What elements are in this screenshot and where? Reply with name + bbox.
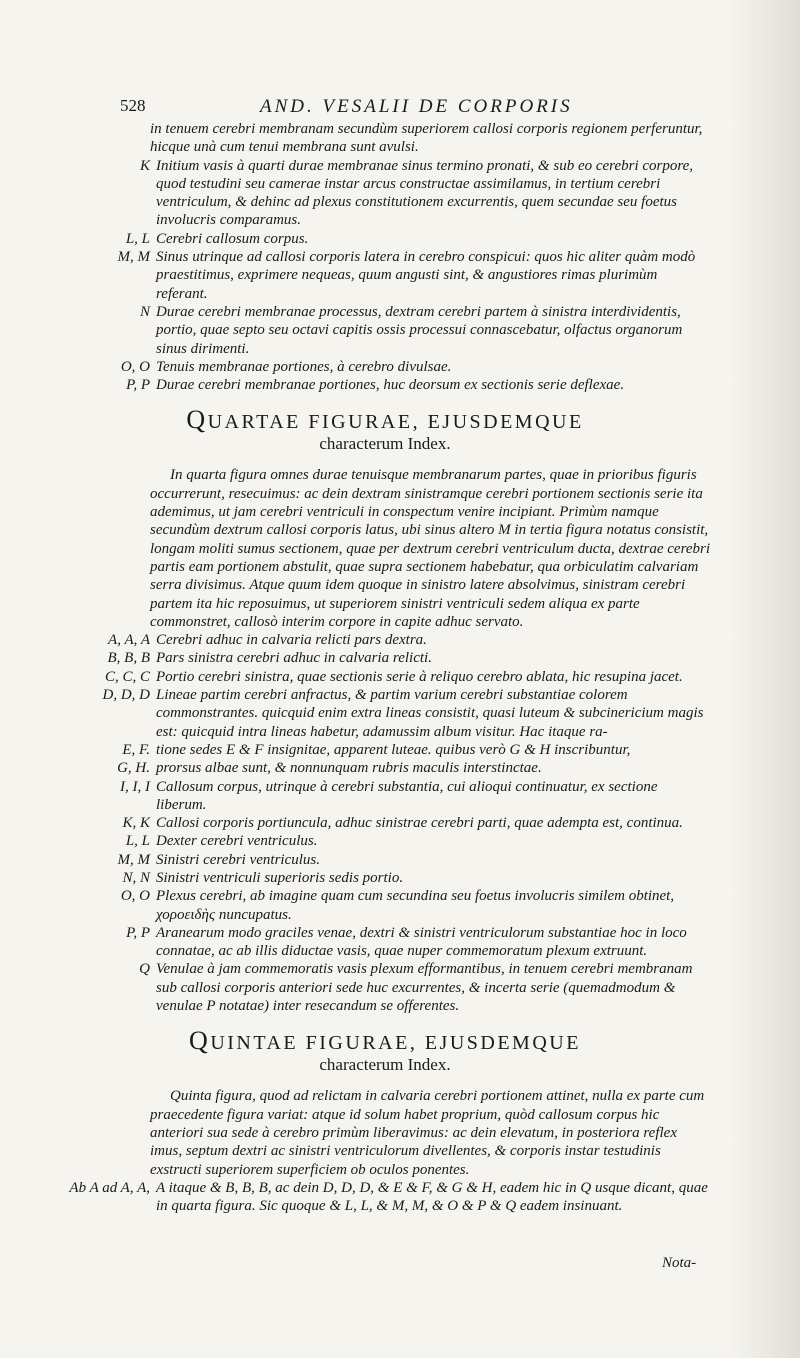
index-entry bbox=[60, 851, 710, 869]
index-entry bbox=[60, 376, 710, 394]
entry-text: Dexter cerebri ventriculus. bbox=[156, 833, 318, 850]
index-entry bbox=[60, 686, 710, 741]
entry-text: Durae cerebri membranae processus, dextram cerebri partem à sinistra interdividentis, portio, quae septo seu octavi capitis ossis processui connascebatur, olfactus organorum sinus dirimenti. bbox=[156, 303, 683, 357]
entry-label: G, H. bbox=[117, 760, 150, 777]
entry-label: M, M bbox=[117, 249, 150, 266]
heading-rest: UINTAE FIGURAE, EJUSDEMQUE bbox=[210, 1032, 581, 1055]
entry-text: Durae cerebri membranae portiones, huc deorsum ex sectionis serie deflexae. bbox=[156, 377, 625, 394]
page-header bbox=[120, 96, 720, 120]
entry-label: E, F. bbox=[122, 741, 150, 758]
entry-label: K, K bbox=[122, 815, 150, 832]
entry-label: N bbox=[139, 303, 150, 320]
entry-text: Tenuis membranae portiones, à cerebro divulsae. bbox=[156, 358, 452, 375]
section-heading-4 bbox=[60, 405, 710, 435]
heading-initial: Q bbox=[186, 405, 208, 435]
index-entry bbox=[60, 1179, 710, 1216]
index-entry bbox=[60, 759, 710, 777]
heading-initial: Q bbox=[189, 1026, 211, 1056]
entry-label: Q bbox=[139, 961, 150, 978]
page-body bbox=[60, 120, 710, 1215]
entry-text: Cerebri adhuc in calvaria relicti pars dextra. bbox=[156, 632, 427, 649]
heading-rest: UARTAE FIGURAE, EJUSDEMQUE bbox=[207, 411, 584, 434]
entry-text: Initium vasis à quarti durae membranae sinus termino pronati, & sub eo cerebri corpore, quod testudini seu camerae instar arcus constructae assimilamus, in tertium cerebri ventriculum, & dehinc ad plexus constitutionem excurrentis, quem secundae seu foetus involucris comparamus. bbox=[156, 157, 694, 229]
entry-label: D, D, D bbox=[102, 687, 150, 704]
page-shadow bbox=[730, 0, 800, 1358]
index-entry bbox=[60, 649, 710, 667]
continuation-paragraph: in tenuem cerebri membranam secundùm superiorem callosi corporis regionem perferuntur, hicque unà cum tenui membrana sunt avulsi. bbox=[150, 121, 703, 156]
page-number: 528 bbox=[120, 96, 146, 115]
catchword: Nota- bbox=[662, 1255, 697, 1271]
figure-three-index bbox=[60, 157, 710, 395]
section4-paragraph: In quarta figura omnes durae tenuisque membranarum partes, quae in prioribus figuris occurrerunt, resecuimus: ac dein dextram sinistramque cerebri portionem sectionis serie ita ademimus, ut jam cerebri ventriculi in conspectum venire incipiant. Primùm namque secundùm dextrum callosi corporis latus, ubi sinus altero M in tertia figura notatus consistit, longam moliti sumus sectionem, quae per dextrum cerebri ventriculum ducta, dextrae cerebri partis eam portionem abstulit, quae supra sectionem habebatur, qua orbiculatim calvariam serra divisimus. Atque quum idem quoque in sinistro latere absolvimus, sinistram cerebri partem ita hic reposuimus, ut superiorem sinistri ventriculi sedem aliqua ex parte commonstret, callosò interim corpore in capite adhuc servato. bbox=[150, 467, 711, 630]
entry-text: tione sedes E & F insignitae, apparent luteae. quibus verò G & H inscribuntur, bbox=[156, 741, 631, 758]
index-entry bbox=[60, 230, 710, 248]
running-title: AND. VESALII DE CORPORIS bbox=[260, 96, 573, 117]
index-entry bbox=[60, 924, 710, 961]
entry-label: A, A, A bbox=[108, 632, 150, 649]
entry-label: L, L bbox=[125, 833, 150, 850]
index-entry bbox=[60, 668, 710, 686]
section-subheading-4: characterum Index. bbox=[319, 434, 451, 454]
entry-text: Lineae partim cerebri anfractus, & partim varium cerebri substantiae colorem commonstrantes. quicquid enim extra lineas consistit, quasi luteum & subcinericium magis est: quicquid intra lineas habetur, adamussim album visitur. Hac itaque ra- bbox=[156, 687, 704, 740]
entry-text: Venulae à jam commemoratis vasis plexum efformantibus, in tenuem cerebri membranam sub callosi corporis anteriori sede huc excurrentes, & incerta serie (quemadmodum & venulae P notatae) inter resecandum se offerentes. bbox=[156, 961, 693, 1015]
entry-text: A itaque & B, B, B, ac dein D, D, D, & E & F, & G & H, eadem hic in Q usque dicant, quae in quarta figura. Sic quoque & L, L, & M, M, & O & P & Q eadem insinuant. bbox=[156, 1179, 708, 1215]
entry-text: Sinus utrinque ad callosi corporis latera in cerebro conspicui: quos hic aliter quàm modò praestitimus, exprimere nequeas, quum angusti sint, & angustiores rimas plurimùm referant. bbox=[156, 249, 696, 302]
entry-label: I, I, I bbox=[120, 778, 150, 795]
entry-label: C, C, C bbox=[104, 668, 150, 685]
entry-text: Sinistri cerebri ventriculus. bbox=[156, 851, 321, 868]
index-entry bbox=[60, 303, 710, 358]
entry-text: Plexus cerebri, ab imagine quam cum secundina seu foetus involucris similem obtinet, χοροειδὴς nuncupatus. bbox=[156, 888, 675, 923]
entry-text: Sinistri ventriculi superioris sedis portio. bbox=[156, 869, 404, 886]
entry-text: Aranearum modo graciles venae, dextri & sinistri ventriculorum substantiae hoc in loco connatae, ac ab illis diductae vasis, quae nuper commemoratum plexum extruunt. bbox=[156, 924, 687, 960]
index-entry bbox=[60, 157, 710, 230]
entry-text: Pars sinistra cerebri adhuc in calvaria relicti. bbox=[156, 650, 432, 667]
entry-label: O, O bbox=[120, 358, 150, 375]
entry-label: P, P bbox=[126, 377, 150, 394]
entry-label: L, L bbox=[125, 230, 150, 247]
entry-text: prorsus albae sunt, & nonnunquam rubris maculis interstinctae. bbox=[156, 760, 542, 777]
figure-four-index bbox=[60, 631, 710, 1015]
index-entry bbox=[60, 778, 710, 815]
entry-label: B, B, B bbox=[107, 650, 150, 667]
entry-text: Callosi corporis portiuncula, adhuc sinistrae cerebri parti, quae adempta est, continua. bbox=[156, 815, 683, 832]
index-entry bbox=[60, 814, 710, 832]
entry-label: K bbox=[139, 157, 150, 174]
index-entry bbox=[60, 832, 710, 850]
entry-text: Portio cerebri sinistra, quae sectionis serie à reliquo cerebro ablata, hic resupina jacet. bbox=[156, 668, 683, 685]
index-entry bbox=[60, 887, 710, 924]
index-entry bbox=[60, 741, 710, 759]
section-heading-5 bbox=[60, 1026, 710, 1056]
entry-text: Cerebri callosum corpus. bbox=[156, 230, 309, 247]
index-entry bbox=[60, 358, 710, 376]
index-entry bbox=[60, 631, 710, 649]
entry-label: P, P bbox=[126, 924, 150, 941]
index-entry bbox=[60, 960, 710, 1015]
entry-label: O, O bbox=[120, 888, 150, 905]
entry-label: M, M bbox=[117, 851, 150, 868]
section-subheading-5: characterum Index. bbox=[319, 1055, 451, 1075]
index-entry bbox=[60, 248, 710, 303]
entry-label: N, N bbox=[122, 869, 150, 886]
entry-text: Callosum corpus, utrinque à cerebri substantia, cui alioqui continuatur, ex sectione liberum. bbox=[156, 778, 658, 813]
section5-paragraph: Quinta figura, quod ad relictam in calvaria cerebri portionem attinet, nulla ex parte cum praecedente figura variat: atque id solum habet proprium, quòd callosum corpus hic anteriori sua sede à cerebro primùm liberavimus: ac dein elevatum, in posteriora reflex imus, septum dextri ac sinistri ventriculorum divellentes, & corporis instar testudinis exstructi superiorem superficiem ob oculos ponentes. bbox=[150, 1088, 705, 1178]
entry-label: Ab A ad A, A, bbox=[69, 1179, 150, 1196]
index-entry bbox=[60, 869, 710, 887]
